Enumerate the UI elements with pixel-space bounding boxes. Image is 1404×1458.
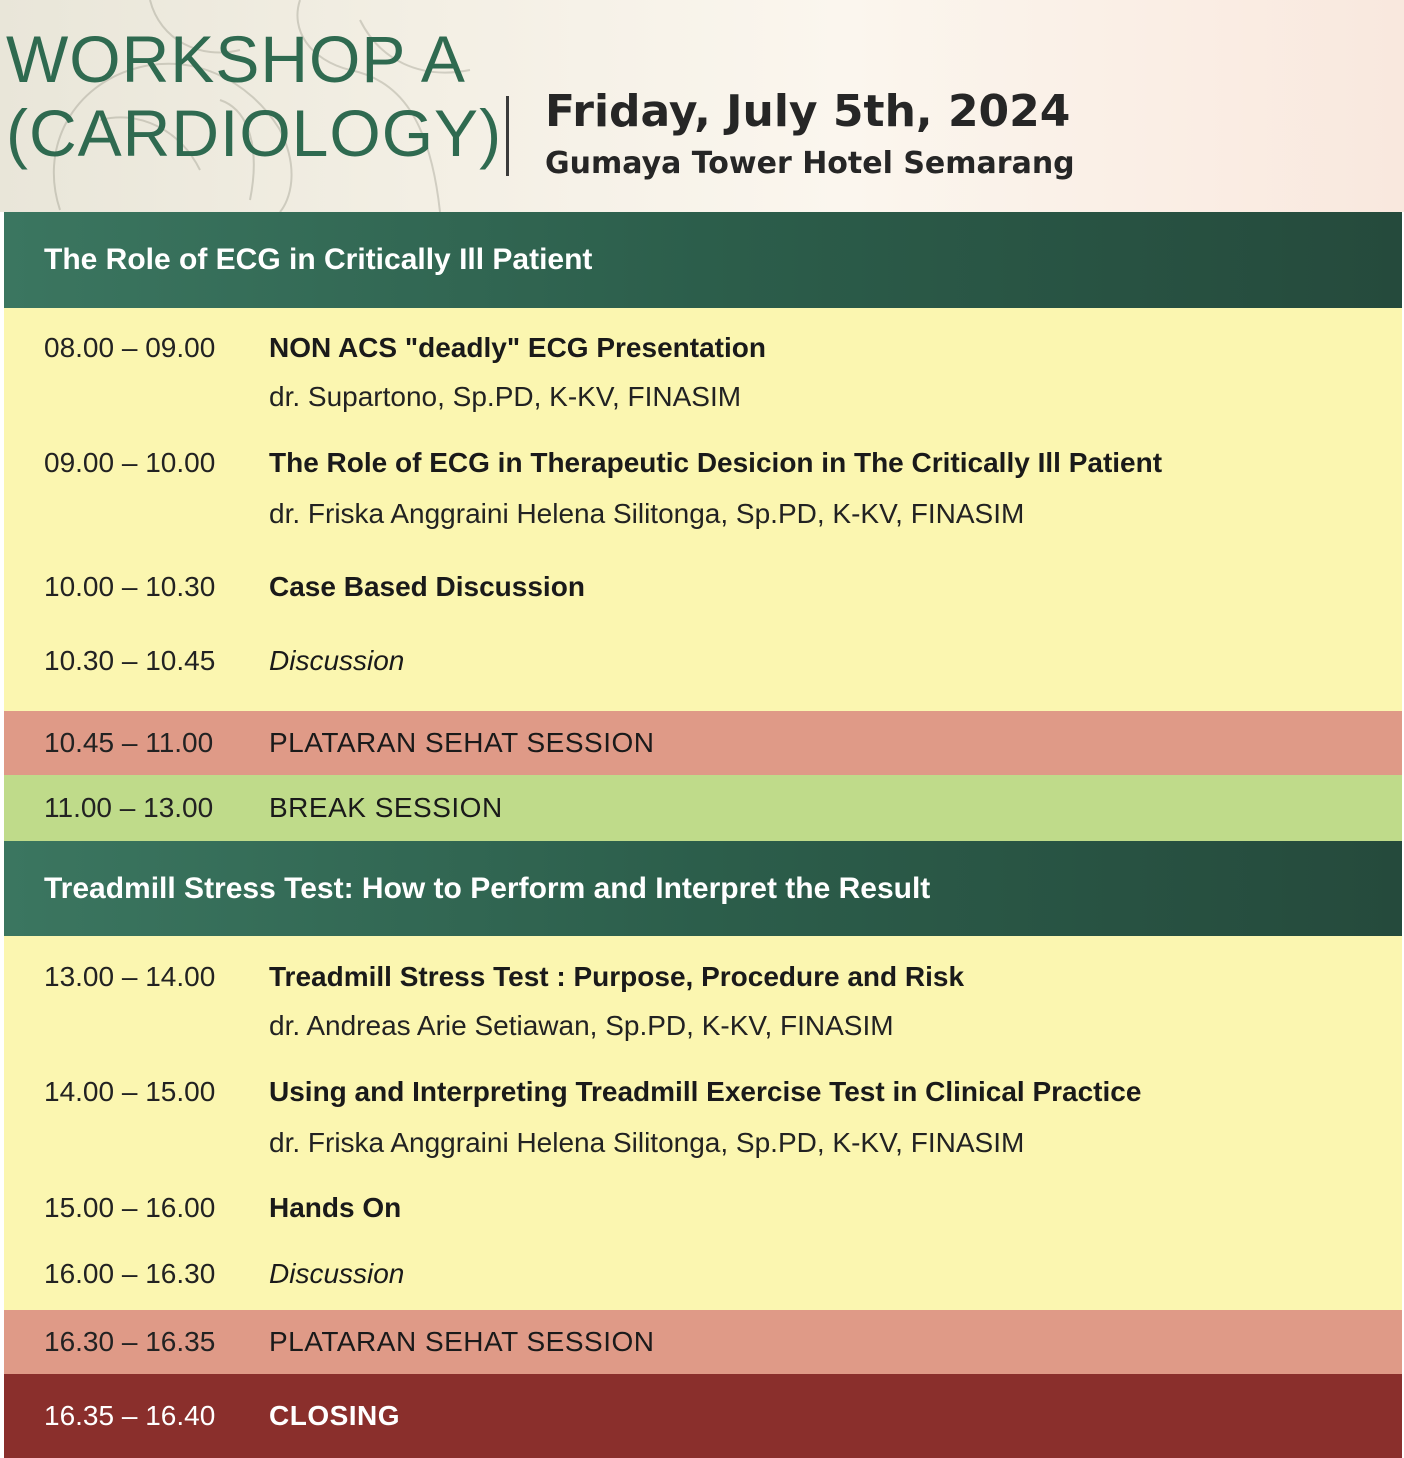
plataran-session-band	[4, 711, 1402, 775]
session-title: Treadmill Stress Test: How to Perform and Interpret the Result	[44, 871, 931, 905]
band-time: 16.35 – 16.40	[44, 1400, 216, 1431]
page-header	[0, 0, 1404, 212]
workshop-title	[6, 22, 506, 170]
event-date: Friday, July 5th, 2024	[545, 86, 1071, 137]
agenda-title: Case Based Discussion	[269, 571, 585, 602]
session-header-2	[4, 841, 1402, 936]
agenda-title: Using and Interpreting Treadmill Exercise Test in Clinical Practice	[269, 1076, 1142, 1107]
session-header-1	[4, 212, 1402, 308]
agenda-title: Discussion	[269, 645, 405, 676]
header-divider	[506, 96, 509, 176]
agenda-time: 15.00 – 16.00	[44, 1192, 216, 1223]
band-label: PLATARAN SEHAT SESSION	[269, 1326, 655, 1357]
agenda-title: Hands On	[269, 1192, 402, 1223]
band-time: 10.45 – 11.00	[44, 727, 214, 758]
plataran-session-band	[4, 1310, 1402, 1374]
agenda-time: 10.30 – 10.45	[44, 645, 216, 676]
agenda-speaker: dr. Friska Anggraini Helena Silitonga, Sp.PD, K-KV, FINASIM	[269, 1127, 1025, 1158]
agenda-title: NON ACS "deadly" ECG Presentation	[269, 332, 766, 363]
session-block-2	[4, 936, 1402, 1310]
band-label: BREAK SESSION	[269, 792, 503, 823]
band-label: CLOSING	[269, 1400, 401, 1431]
agenda-title: Treadmill Stress Test : Purpose, Procedure and Risk	[269, 961, 965, 992]
agenda-time: 14.00 – 15.00	[44, 1076, 216, 1107]
agenda-time: 09.00 – 10.00	[44, 447, 216, 478]
break-session-band	[4, 775, 1402, 841]
agenda-speaker: dr. Friska Anggraini Helena Silitonga, Sp.PD, K-KV, FINASIM	[269, 498, 1025, 529]
agenda-time: 16.00 – 16.30	[44, 1258, 216, 1289]
band-time: 16.30 – 16.35	[44, 1326, 216, 1357]
session-title: The Role of ECG in Critically Ill Patient	[44, 243, 593, 276]
agenda-time: 10.00 – 10.30	[44, 571, 216, 602]
band-label: PLATARAN SEHAT SESSION	[269, 727, 655, 758]
agenda-time: 08.00 – 09.00	[44, 332, 216, 363]
event-venue: Gumaya Tower Hotel Semarang	[545, 146, 1075, 181]
closing-band	[4, 1374, 1402, 1458]
band-time: 11.00 – 13.00	[44, 792, 214, 823]
session-block-1	[4, 308, 1402, 711]
agenda-speaker: dr. Andreas Arie Setiawan, Sp.PD, K-KV, FINASIM	[269, 1010, 894, 1041]
agenda-title: Discussion	[269, 1258, 405, 1289]
agenda-time: 13.00 – 14.00	[44, 961, 216, 992]
workshop-title-line2: (CARDIOLOGY)	[6, 96, 503, 170]
agenda-speaker: dr. Supartono, Sp.PD, K-KV, FINASIM	[269, 381, 742, 412]
agenda-title: The Role of ECG in Therapeutic Desicion in The Critically Ill Patient	[269, 447, 1163, 478]
workshop-title-line1: WORKSHOP A	[6, 22, 466, 96]
